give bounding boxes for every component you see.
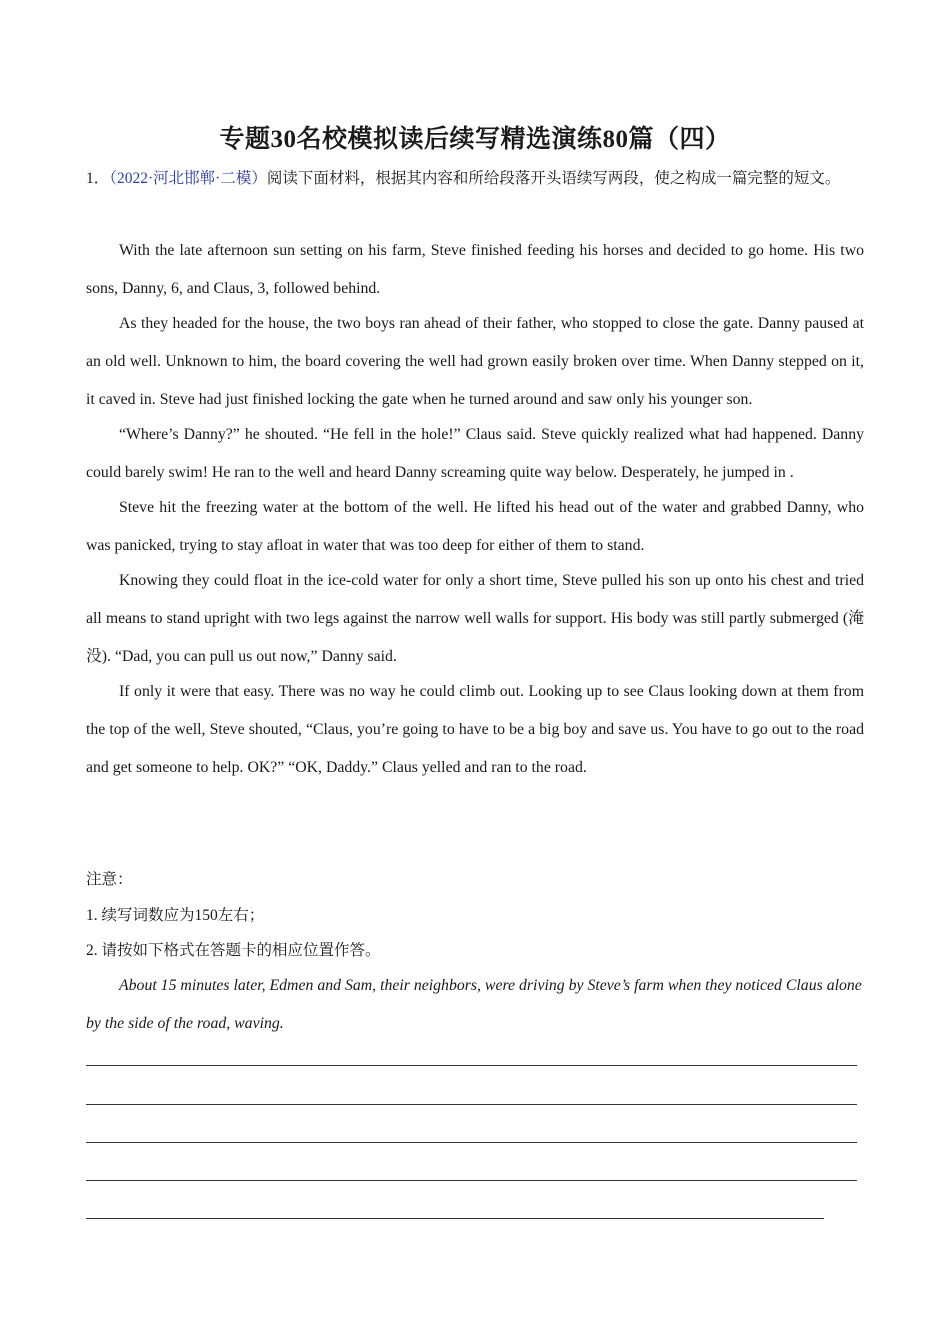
reading-passage	[86, 232, 864, 784]
passage-paragraph: As they headed for the house, the two boys ran ahead of their father, who stopped to close the gate. Danny paused at an old well. Unknown to him, the board covering the well had grown easily broken over time. When Danny stepped on it, it caved in. Steve had just finished locking the gate when he turned around and saw only his younger son.	[86, 315, 864, 408]
passage-paragraph: “Where’s Danny?” he shouted. “He fell in the hole!” Claus said. Steve quickly realized what had happened. Danny could barely swim! He ran to the well and heard Danny screaming quite way below. Desperately, he jumped in .	[86, 426, 864, 481]
notes-heading: 注意：	[86, 871, 133, 888]
note-item: 1. 续写词数应为150左右；	[86, 906, 265, 924]
passage-paragraph: If only it were that easy. There was no way he could climb out. Looking up to see Claus looking down at them from the top of the well, Steve shouted, “Claus, you’re going to have to be a big boy and save us. You have to go out to the road and get someone to help. OK?” “OK, Daddy.” Claus yelled and ran to the road.	[86, 683, 864, 776]
passage-paragraph: Steve hit the freezing water at the bottom of the well. He lifted his head out of the water and grabbed Danny, who was panicked, trying to stay afloat in water that was too deep for either of them to stand.	[86, 499, 864, 554]
answer-line	[86, 1180, 857, 1181]
question-intro	[86, 160, 864, 198]
question-instruction: 阅读下面材料，根据其内容和所给段落开头语续写两段，使之构成一篇完整的短文。	[266, 170, 841, 187]
question-source: （2022·河北邯郸·二模）	[109, 170, 267, 187]
page-title: 专题30名校模拟读后续写精选演练80篇（四）	[219, 126, 731, 153]
answer-line	[86, 1142, 857, 1143]
answer-line	[86, 1065, 857, 1066]
passage-paragraph: Knowing they could float in the ice-cold water for only a short time, Steve pulled his son up onto his chest and tried all means to stand upright with two legs against the narrow well walls for support. His body was still partly submerged (淹没). “Dad, you can pull us out now,” Danny said.	[86, 572, 864, 665]
answer-line	[86, 1104, 857, 1105]
passage-paragraph: With the late afternoon sun setting on his farm, Steve finished feeding his horses and decided to go home. His two sons, Danny, 6, and Claus, 3, followed behind.	[86, 242, 864, 297]
note-item: 2. 请按如下格式在答题卡的相应位置作答。	[86, 942, 381, 959]
continuation-starter: About 15 minutes later, Edmen and Sam, their neighbors, were driving by Steve’s farm when they noticed Claus alone by the side of the road, waving.	[86, 977, 862, 1032]
question-number: 1．	[86, 170, 110, 187]
answer-line	[86, 1218, 824, 1219]
notes-section	[86, 862, 864, 969]
